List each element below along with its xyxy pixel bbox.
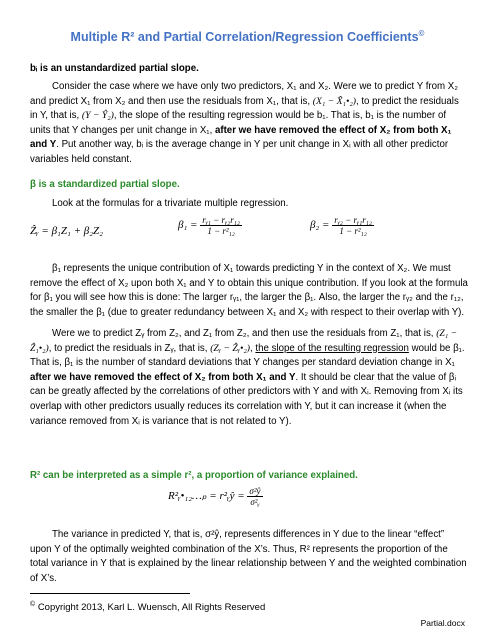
text-run: Consider the case where we have only two predictors, X₁ and X₂. Were we to predict Y from X₂ and predict X₁ from X₂ and then use the residuals from X₁, that is, (30, 81, 459, 107)
beta-paragraph-2: Were we to predict Zᵧ from Z₂, and Z₁ from Z₂, and then use the residuals from Z₁, that is, (Z₁ − Ẑ₁•₂), to predict the residuals in Zᵧ, that is, (Zᵧ − Ẑᵧ•₂), the slope of the resulting regression would be β₁. That is, β₁ is the number of standard deviations that Y changes per standard deviation change in X₁ after we have removed the effect of X₂ from both X₁ and Y. It should be clear that the value of βᵢ can be greatly affected by the correlations of other predictors with Y and with Xᵢ. Removing from Xᵢ its overlap with other predictors usually reduces its correlation with Y, but it can increase it (when the variance removed from Xᵢ is variance that is not related to Y). (30, 328, 465, 427)
beta2-denominator: 1 − r²₁₂ (339, 226, 367, 236)
r2-fraction (247, 486, 262, 507)
title-text: Multiple R² and Partial Correlation/Regression Coefficients (70, 30, 419, 45)
beta-heading (30, 178, 468, 193)
beta1-lhs: β₁ = (178, 219, 198, 232)
beta-paragraph-1 (30, 262, 468, 320)
residual-expression: (Y − Ŷ₂) (81, 110, 114, 122)
emphasis-text: after we have removed the effect of X₂ from both X₁ and Y (30, 124, 452, 151)
text-run: Were we to predict Zᵧ from Z₂, and Z₁ from Z₂, and then use the residuals from Z₁, that is, (52, 328, 434, 339)
r2-heading (30, 469, 468, 484)
partial-slope-heading (30, 62, 468, 77)
residual-expression: (X₁ − X̂₁•₂) (312, 95, 356, 107)
zhat-formula (30, 225, 103, 237)
file-name: Partial.docx (420, 618, 465, 628)
beta-heading-text: β is a standardized partial slope. (30, 179, 180, 190)
emphasis-text: after we have removed the effect of X₂ from both X₁ and Y (30, 371, 296, 383)
text-run: , the slope of the resulting regression would be b₁. That is, b₁ is the number of units that Y changes per unit change in X₁, (30, 110, 447, 136)
beta1-denominator: 1 − r²₁₂ (207, 226, 235, 236)
r2-formula (168, 486, 263, 507)
beta2-numerator: rᵧ₂ − rᵧ₁r₁₂ (334, 215, 372, 225)
beta-intro (30, 197, 468, 212)
footnote-divider (30, 593, 190, 594)
beta1-fraction (200, 215, 242, 236)
beta2-fraction (332, 215, 374, 236)
footnote-text: Copyright 2013, Karl L. Wuensch, All Rights Reserved (37, 602, 266, 614)
underlined-text: the slope of the resulting regression (255, 342, 409, 354)
r2-heading-text: R² can be interpreted as a simple r², a proportion of variance explained. (30, 470, 358, 481)
beta1-numerator: rᵧ₁ − rᵧ₂r₁₂ (202, 215, 240, 225)
text-run: , to predict the residuals in Y, that is, (30, 95, 459, 122)
zhat-formula-text: Ẑᵧ = β₁Z₁ + β₂Z₂ (30, 225, 103, 237)
footnote-mark: © (30, 601, 36, 608)
residual-expression: (Z₁ − Ẑ₁•₂) (30, 328, 458, 354)
page-title (0, 29, 495, 44)
copyright-mark: © (418, 29, 425, 38)
residual-expression: (Zᵧ − Ẑᵧ•₂) (210, 342, 251, 354)
text-run: . Put another way, bᵢ is the average change in Y per unit change in Xᵢ with all other predictor variables held constant. (30, 139, 449, 165)
r2-denominator: σ²ᵧ (250, 497, 260, 507)
r2-numerator: σ²ŷ (249, 486, 261, 496)
beta-intro-text: Look at the formulas for a trivariate multiple regression. (52, 198, 289, 209)
r2-paragraph (30, 528, 468, 586)
beta2-formula (310, 215, 374, 236)
text-run: would be β₁. That is, β₁ is the number of standard deviations that Y changes per standard deviation change in X₁ (30, 342, 465, 369)
partial-slope-heading-text: bᵢ is an unstandardized partial slope. (30, 63, 199, 74)
r2-lhs: R²ᵧ•₁₂…ₚ = r²ᵧŷ = (168, 490, 245, 503)
r2-paragraph-text: The variance in predicted Y, that is, σ²ŷ, represents differences in Y due to the linear “effect” upon Y of the optimally weighted combination of the X’s. Thus, R² represents the proportion of the total variance in Y that is explained by the linear relationship between Y and the weighted combination of X’s. (30, 529, 467, 584)
beta1-formula (178, 215, 242, 236)
beta2-lhs: β₂ = (310, 219, 330, 232)
partial-slope-paragraph (30, 80, 468, 168)
footnote (30, 601, 265, 613)
text-run: , to predict the residuals in Zᵧ, that is, (48, 342, 208, 354)
beta-paragraph-1-text: β₁ represents the unique contribution of X₁ towards predicting Y in the context of X₂. We must remove the effect of X₂ upon both X₁ and Y to obtain this unique contribution. If you look at the formula for β₁ you will see how this is done: The larger rᵧ₁, the larger the β₁. Also, the larger the rᵧ₂ and the r₁₂, the smaller the β₁ (due to greater redundancy between X₁ and X₂ with respect to their overlap with Y). (30, 263, 468, 318)
text-run: . It should be clear that the value of βᵢ can be greatly affected by the correlations of other predictors with Y and with Xᵢ. Removing from Xᵢ its overlap with other predictors usually reduces its correlation with Y, but it can increase it (when the variance removed from Xᵢ is variance that is not related to Y). (30, 371, 463, 427)
